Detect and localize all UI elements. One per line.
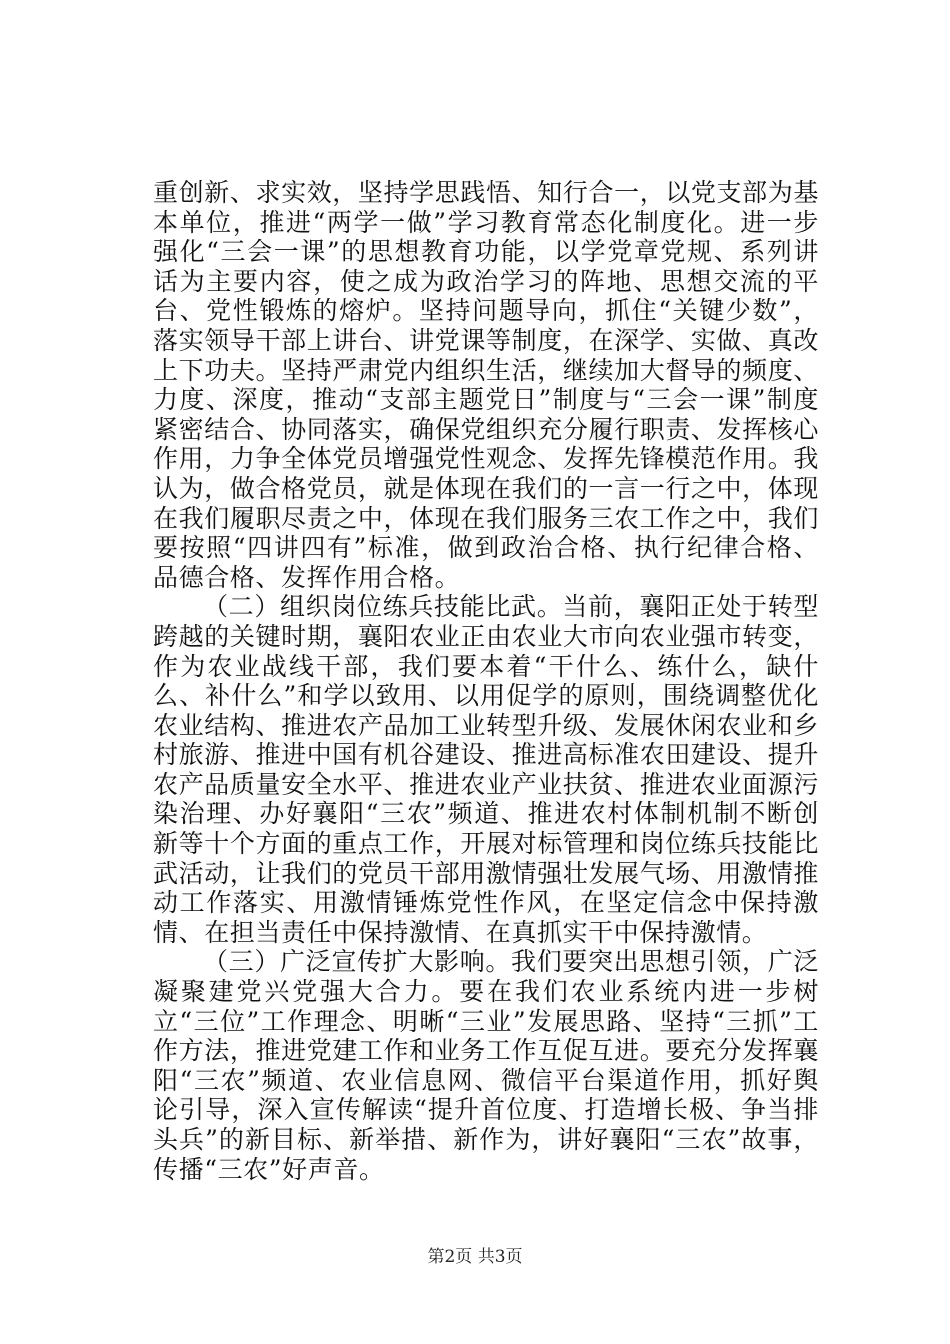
document-body	[153, 178, 819, 1184]
page-number-footer: 第2页 共3页	[427, 1247, 523, 1267]
paragraph-section-three: （三）广泛宣传扩大影响。我们要突出思想引领，广泛凝聚建党兴党强大合力。要在我们农业系统内进一步树立“三位”工作理念、明晰“三业”发展思路、坚持“三抓”工作方法，推进党建工作和业务工作互促互进。要充分发挥襄阳“三农”频道、农业信息网、微信平台渠道作用，抓好舆论引导，深入宣传解读“提升首位度、打造增长极、争当排头兵”的新目标、新举措、新作为，讲好襄阳“三农”故事，传播“三农”好声音。	[153, 947, 819, 1184]
paragraph-continuation: 重创新、求实效，坚持学思践悟、知行合一，以党支部为基本单位，推进“两学一做”学习教育常态化制度化。进一步强化“三会一课”的思想教育功能，以学党章党规、系列讲话为主要内容，使之成为政治学习的阵地、思想交流的平台、党性锻炼的熔炉。坚持问题导向，抓住“关键少数”，落实领导干部上讲台、讲党课等制度，在深学、实做、真改上下功夫。坚持严肃党内组织生活，继续加大督导的频度、力度、深度，推动“支部主题党日”制度与“三会一课”制度紧密结合、协同落实，确保党组织充分履行职责、发挥核心作用，力争全体党员增强党性观念、发挥先锋模范作用。我认为，做合格党员，就是体现在我们的一言一行之中，体现在我们履职尽责之中，体现在我们服务三农工作之中，我们要按照“四讲四有”标准，做到政治合格、执行纪律合格、品德合格、发挥作用合格。	[153, 178, 819, 592]
paragraph-section-two: （二）组织岗位练兵技能比武。当前，襄阳正处于转型跨越的关键时期，襄阳农业正由农业大市向农业强市转变，作为农业战线干部，我们要本着“干什么、练什么，缺什么、补什么”和学以致用、以用促学的原则，围绕调整优化农业结构、推进农产品加工业转型升级、发展休闲农业和乡村旅游、推进中国有机谷建设、推进高标准农田建设、提升农产品质量安全水平、推进农业产业扶贫、推进农业面源污染治理、办好襄阳“三农”频道、推进农村体制机制不断创新等十个方面的重点工作，开展对标管理和岗位练兵技能比武活动，让我们的党员干部用激情强壮发展气场、用激情推动工作落实、用激情锤炼党性作风，在坚定信念中保持激情、在担当责任中保持激情、在真抓实干中保持激情。	[153, 592, 819, 947]
